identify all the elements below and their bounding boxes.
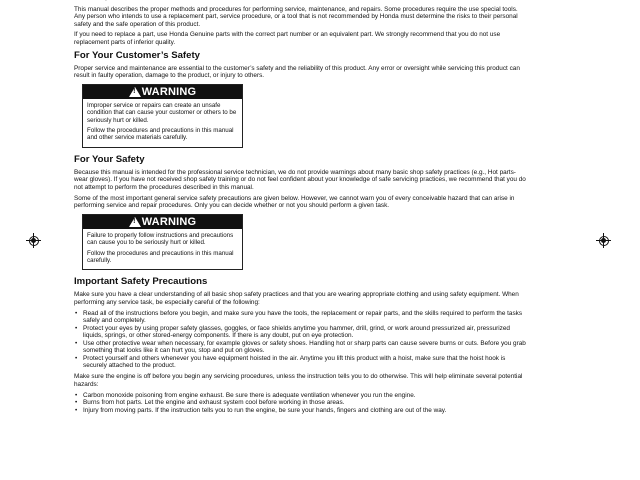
list-item: • Protect yourself and others whenever you have equipment hoisted in the air. Anytime you lift this product with a hoist, make sure that the hoist hook is securely attached to the product.	[74, 355, 529, 370]
warning-text: Follow the procedures and precautions in this manual carefully.	[87, 249, 234, 264]
list-item: • Read all of the instructions before you begin, and make sure you have the tools, the replacement or repair parts, and the skills required to perform the tasks safely and completely.	[74, 310, 529, 325]
heading-customer-safety: For Your Customer’s Safety	[74, 49, 200, 61]
hazards-list	[74, 392, 529, 415]
warning-header	[83, 85, 242, 99]
list-item: • Protect your eyes by using proper safety glasses, goggles, or face shields anytime you hammer, drill, grind, or work around pressurized air, pressurized liquids, springs, or other stored-energy components. If there is any doubt, put on eye protection.	[74, 325, 529, 340]
customer-safety-paragraph: Proper service and maintenance are essential to the customer’s safety and the reliability of this product. Any error or oversight while servicing this product can result in faulty operation, damage to the product, or injury to others.	[74, 64, 520, 80]
manual-page	[74, 0, 529, 417]
list-item: • Carbon monoxide poisoning from engine exhaust. Be sure there is adequate ventilation whenever you run the engine.	[74, 392, 529, 400]
warning-text: Follow the procedures and precautions in this manual and other service materials carefully.	[87, 127, 234, 142]
warning-label: WARNING	[141, 215, 197, 228]
your-safety-paragraph-2: Some of the most important general service safety precautions are given below. However, we cannot warn you of every conceivable hazard that can arise in performing service and repair procedures. Only you can decide whether or not you should perform a given task.	[74, 194, 515, 210]
registration-mark-left	[26, 233, 41, 248]
warning-box-customer	[82, 84, 243, 148]
your-safety-paragraph-1: Because this manual is intended for the professional service technician, we do not provide warnings about many basic shop safety practices (e.g., Hot parts-wear gloves). If you have not received shop safety training or do not feel confident about your knowledge of safe servicing practices, we recommend that you do not attempt to perform the procedures described in this manual.	[74, 168, 526, 191]
heading-your-safety: For Your Safety	[74, 153, 145, 165]
registration-mark-right	[596, 233, 611, 248]
heading-important-precautions: Important Safety Precautions	[74, 276, 208, 288]
important-paragraph: Make sure you have a clear understanding of all basic shop safety practices and that you are wearing appropriate clothing and using safety equipment. When performing any service task, be especially careful of the following:	[74, 291, 519, 306]
list-item: • Use other protective wear when necessary, for example gloves or safety shoes. Handling hot or sharp parts can cause severe burns or cuts. Before you grab something that looks like it can hurt you, stop and put on gloves.	[74, 340, 529, 355]
warning-triangle-icon	[129, 217, 141, 227]
warning-header	[83, 215, 242, 229]
warning-box-your-safety	[82, 214, 243, 271]
engine-off-paragraph: Make sure the engine is off before you begin any servicing procedures, unless the instruction tells you to do otherwise. This will help eliminate several potential hazards:	[74, 373, 523, 388]
warning-text: Improper service or repairs can create an unsafe condition that can cause your customer or others to be seriously hurt or killed.	[87, 101, 237, 124]
fragment-top	[74, 0, 529, 2]
warning-label: WARNING	[141, 85, 197, 98]
precautions-list	[74, 310, 529, 370]
list-item: • Injury from moving parts. If the instruction tells you to run the engine, be sure your hands, fingers and clothing are out of the way.	[74, 407, 529, 415]
intro-paragraph-1: This manual describes the proper methods and procedures for performing service, maintenance, and repairs. Some procedures require the use special tools. Any person who intends to use a replacement part, service procedure, or a tool that is not recommended by Honda must determine the risks to their personal safety and the safe operation of this product.	[74, 5, 518, 28]
list-item: • Burns from hot parts. Let the engine and exhaust system cool before working in those areas.	[74, 399, 529, 407]
intro-paragraph-2: If you need to replace a part, use Honda Genuine parts with the correct part number or an equivalent part. We strongly recommend that you do not use replacement parts of inferior quality.	[74, 31, 501, 46]
warning-triangle-icon	[129, 87, 141, 97]
warning-text: Failure to properly follow instructions and precautions can cause you to be seriously hurt or killed.	[87, 231, 234, 247]
